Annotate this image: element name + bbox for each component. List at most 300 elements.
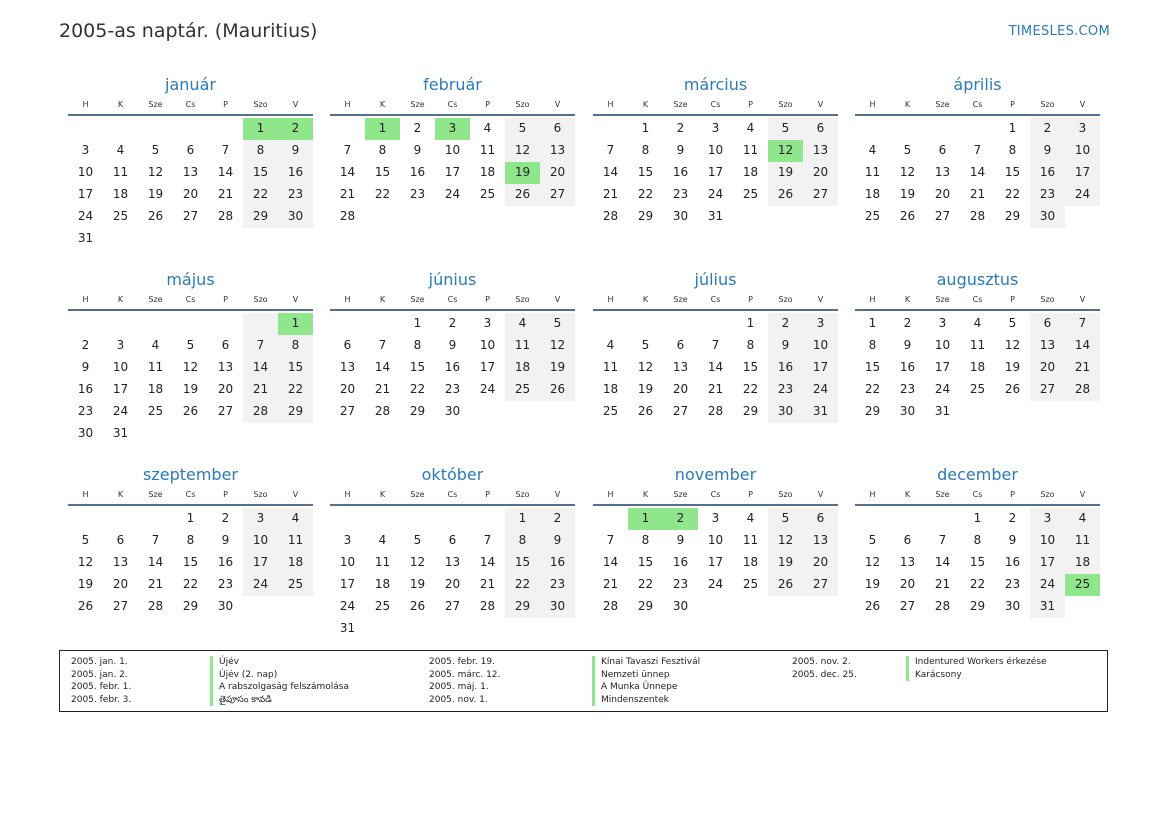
day-cell: 23 [672, 187, 689, 201]
day-cell: 9 [413, 143, 422, 157]
empty-cell [103, 118, 138, 140]
day-cell: 21 [339, 187, 356, 201]
day-cell: 28 [243, 401, 278, 423]
empty-cell [208, 313, 243, 335]
weekday-label: K [904, 100, 911, 109]
weekday-label: H [82, 295, 89, 304]
weekday-label: Szo [778, 100, 793, 109]
empty-cell [138, 508, 173, 530]
day-cell: 5 [413, 533, 422, 547]
day-cell: 20 [934, 187, 951, 201]
day-cell: 21 [243, 379, 278, 401]
day-cell: 5 [151, 143, 160, 157]
day-cell: 22 [637, 577, 654, 591]
day-cell: 10 [243, 530, 278, 552]
week-row [330, 401, 575, 423]
day-cell: 23 [899, 382, 916, 396]
week-row [330, 335, 575, 357]
day-cell: 15 [409, 360, 426, 374]
day-cell: 6 [221, 338, 230, 352]
empty-cell [628, 313, 663, 335]
day-cell: 4 [505, 313, 540, 335]
week-row [68, 508, 313, 530]
day-cell: 12 [147, 165, 164, 179]
week-row [593, 379, 838, 401]
day-cell: 4 [378, 533, 387, 547]
weekday-label: Szo [778, 295, 793, 304]
week-row [68, 162, 313, 184]
day-cell: 16 [899, 360, 916, 374]
day-cell: 26 [147, 209, 164, 223]
day-cell: 27 [112, 599, 129, 613]
day-cell: 17 [1065, 162, 1100, 184]
day-cell: 10 [339, 555, 356, 569]
day-cell: 19 [1004, 360, 1021, 374]
day-cell: 16 [672, 555, 689, 569]
day-cell: 23 [77, 404, 94, 418]
empty-cell [278, 596, 313, 618]
day-cell: 6 [343, 338, 352, 352]
week-row [68, 335, 313, 357]
weekday-label: Cs [185, 490, 196, 499]
weekday-label: V [1079, 100, 1086, 109]
day-cell: 28 [147, 599, 164, 613]
empty-cell [138, 228, 173, 250]
day-cell: 7 [343, 143, 352, 157]
empty-cell [435, 618, 470, 640]
day-cell: 29 [243, 206, 278, 228]
day-cell: 17 [803, 357, 838, 379]
day-cell: 6 [116, 533, 125, 547]
day-cell: 11 [505, 335, 540, 357]
month-calendar [68, 270, 313, 445]
calendar-grid [68, 75, 1102, 645]
day-cell: 29 [969, 599, 986, 613]
day-cell: 13 [339, 360, 356, 374]
day-cell: 17 [707, 165, 724, 179]
day-cell: 12 [540, 335, 575, 357]
empty-cell [68, 508, 103, 530]
day-cell: 28 [339, 209, 356, 223]
day-cell: 22 [374, 187, 391, 201]
day-cell: 28 [374, 404, 391, 418]
empty-cell [365, 313, 400, 335]
day-cell: 30 [278, 206, 313, 228]
day-cell: 31 [1030, 596, 1065, 618]
day-cell: 5 [641, 338, 650, 352]
day-cell: 13 [899, 555, 916, 569]
holiday-name: Nemzeti ünnep [592, 669, 700, 682]
day-cell: 30 [1030, 206, 1065, 228]
day-cell: 2 [448, 316, 457, 330]
day-cell: 27 [217, 404, 234, 418]
day-cell: 12 [409, 555, 426, 569]
day-cell: 26 [768, 574, 803, 596]
empty-cell [1030, 401, 1065, 423]
day-cell: 18 [602, 382, 619, 396]
day-cell: 17 [243, 552, 278, 574]
week-row [855, 574, 1100, 596]
day-cell: 27 [672, 404, 689, 418]
holiday-day-cell: 1 [628, 508, 663, 530]
day-cell: 13 [112, 555, 129, 569]
weekday-label: Szo [253, 490, 268, 499]
week-row [68, 184, 313, 206]
day-cell: 23 [1004, 577, 1021, 591]
week-row [593, 118, 838, 140]
day-cell: 6 [186, 143, 195, 157]
day-cell: 21 [934, 577, 951, 591]
day-cell: 9 [540, 530, 575, 552]
month-calendar [593, 465, 838, 618]
day-cell: 7 [606, 533, 615, 547]
empty-cell [768, 596, 803, 618]
day-cell: 14 [339, 165, 356, 179]
month-calendar [330, 75, 575, 228]
day-cell: 10 [707, 533, 724, 547]
weekday-label: H [82, 100, 89, 109]
day-cell: 3 [938, 316, 947, 330]
page-title: 2005-as naptár. (Mauritius) [59, 20, 318, 42]
day-cell: 9 [676, 533, 685, 547]
week-row [330, 357, 575, 379]
day-cell: 29 [409, 404, 426, 418]
month-calendar [330, 465, 575, 640]
weekday-label: K [379, 295, 386, 304]
day-cell: 10 [444, 143, 461, 157]
day-cell: 28 [602, 599, 619, 613]
month-name: december [937, 465, 1018, 484]
day-cell: 2 [1030, 118, 1065, 140]
week-row [68, 228, 313, 250]
day-cell: 1 [186, 511, 195, 525]
weekday-label: K [117, 295, 124, 304]
day-cell: 2 [413, 121, 422, 135]
weekday-label: V [292, 490, 299, 499]
day-cell: 1 [746, 316, 755, 330]
day-cell: 24 [934, 382, 951, 396]
day-cell: 13 [672, 360, 689, 374]
empty-cell [103, 313, 138, 335]
day-cell: 22 [637, 187, 654, 201]
day-cell: 18 [1065, 552, 1100, 574]
day-cell: 5 [903, 143, 912, 157]
day-cell: 7 [243, 335, 278, 357]
weekday-label: Sze [935, 490, 950, 499]
holiday-date: 2005. nov. 2. [792, 657, 851, 667]
empty-cell [435, 206, 470, 228]
day-cell: 17 [1030, 552, 1065, 574]
day-cell: 18 [278, 552, 313, 574]
day-cell: 8 [505, 530, 540, 552]
day-cell: 5 [768, 118, 803, 140]
weekday-label: P [1010, 295, 1015, 304]
day-cell: 10 [1030, 530, 1065, 552]
day-cell: 24 [479, 382, 496, 396]
holiday-names-column [592, 656, 700, 706]
day-cell: 10 [479, 338, 496, 352]
empty-cell [173, 313, 208, 335]
day-cell: 1 [413, 316, 422, 330]
day-cell: 8 [973, 533, 982, 547]
day-cell: 18 [864, 187, 881, 201]
week-row [330, 530, 575, 552]
day-cell: 19 [147, 187, 164, 201]
day-cell: 9 [903, 338, 912, 352]
day-cell: 21 [374, 382, 391, 396]
empty-cell [1065, 401, 1100, 423]
day-cell: 28 [934, 599, 951, 613]
day-cell: 5 [505, 118, 540, 140]
empty-cell [278, 423, 313, 445]
weekday-label: Sze [410, 100, 425, 109]
day-cell: 15 [969, 555, 986, 569]
weekday-label: Cs [710, 490, 721, 499]
weekday-label: V [817, 490, 824, 499]
day-cell: 27 [803, 574, 838, 596]
day-cell: 15 [637, 555, 654, 569]
month-name: január [165, 75, 216, 94]
day-cell: 22 [969, 577, 986, 591]
day-cell: 30 [899, 404, 916, 418]
month-name: március [683, 75, 748, 94]
empty-cell [505, 618, 540, 640]
day-cell: 23 [540, 574, 575, 596]
brand-link[interactable]: TIMESLES.COM [1008, 24, 1110, 39]
day-cell: 25 [147, 404, 164, 418]
day-cell: 11 [864, 165, 881, 179]
week-row [68, 552, 313, 574]
empty-cell [960, 401, 995, 423]
holiday-legend [59, 650, 1108, 712]
day-cell: 11 [602, 360, 619, 374]
day-cell: 16 [278, 162, 313, 184]
empty-cell [855, 118, 890, 140]
day-cell: 16 [217, 555, 234, 569]
weekday-label: Szo [253, 295, 268, 304]
week-row [330, 552, 575, 574]
day-cell: 30 [444, 404, 461, 418]
empty-cell [855, 508, 890, 530]
holiday-date: 2005. febr. 3. [71, 694, 132, 705]
empty-cell [803, 206, 838, 228]
holiday-date: 2005. febr. 19. [429, 657, 495, 667]
day-cell: 4 [151, 338, 160, 352]
weekday-label: Cs [447, 295, 458, 304]
day-cell: 24 [243, 574, 278, 596]
weekday-label: Cs [447, 100, 458, 109]
empty-cell [540, 401, 575, 423]
weekday-label: Cs [972, 295, 983, 304]
day-cell: 13 [182, 165, 199, 179]
day-cell: 4 [1065, 508, 1100, 530]
day-cell: 20 [182, 187, 199, 201]
weekday-header [68, 489, 313, 506]
month-name: április [953, 75, 1002, 94]
weekday-label: Sze [673, 490, 688, 499]
day-cell: 3 [1065, 118, 1100, 140]
weekday-label: Szo [515, 490, 530, 499]
day-cell: 11 [742, 143, 759, 157]
day-cell: 3 [483, 316, 492, 330]
week-row [855, 508, 1100, 530]
day-cell: 25 [864, 209, 881, 223]
day-cell: 31 [707, 209, 724, 223]
week-row [68, 596, 313, 618]
day-cell: 29 [182, 599, 199, 613]
empty-cell [173, 118, 208, 140]
day-cell: 14 [934, 555, 951, 569]
day-cell: 11 [147, 360, 164, 374]
empty-cell [243, 423, 278, 445]
day-cell: 31 [112, 426, 129, 440]
day-cell: 26 [899, 209, 916, 223]
holiday-name: A rabszolgaság felszámolása [210, 681, 349, 694]
empty-cell [1065, 206, 1100, 228]
weekday-header [855, 294, 1100, 311]
holiday-day-cell: 1 [278, 313, 313, 335]
day-cell: 2 [221, 511, 230, 525]
holiday-date: 2005. márc. 12. [429, 669, 501, 680]
day-cell: 26 [540, 379, 575, 401]
day-cell: 20 [217, 382, 234, 396]
day-cell: 29 [637, 209, 654, 223]
day-cell: 3 [243, 508, 278, 530]
day-cell: 7 [938, 533, 947, 547]
day-cell: 21 [707, 382, 724, 396]
day-cell: 14 [217, 165, 234, 179]
day-cell: 3 [1030, 508, 1065, 530]
day-cell: 29 [864, 404, 881, 418]
empty-cell [1065, 596, 1100, 618]
empty-cell [593, 118, 628, 140]
weekday-label: H [82, 490, 89, 499]
day-cell: 24 [1030, 574, 1065, 596]
weekday-header [593, 99, 838, 116]
day-cell: 23 [217, 577, 234, 591]
week-row [68, 423, 313, 445]
empty-cell [698, 596, 733, 618]
weekday-label: Szo [1040, 490, 1055, 499]
day-cell: 23 [768, 379, 803, 401]
week-row [855, 118, 1100, 140]
week-row [593, 574, 838, 596]
holiday-names-column [210, 656, 349, 706]
week-row [330, 618, 575, 640]
day-cell: 18 [479, 165, 496, 179]
day-cell: 2 [540, 508, 575, 530]
week-row [330, 379, 575, 401]
weekday-header [593, 294, 838, 311]
week-row [855, 530, 1100, 552]
day-cell: 26 [505, 184, 540, 206]
empty-cell [925, 508, 960, 530]
day-cell: 16 [672, 165, 689, 179]
weekday-label: Cs [185, 100, 196, 109]
day-cell: 14 [969, 165, 986, 179]
empty-cell [243, 228, 278, 250]
day-cell: 10 [77, 165, 94, 179]
day-cell: 25 [969, 382, 986, 396]
day-cell: 19 [409, 577, 426, 591]
weekday-label: P [223, 100, 228, 109]
week-row [68, 401, 313, 423]
week-row [593, 596, 838, 618]
day-cell: 17 [707, 555, 724, 569]
day-cell: 1 [973, 511, 982, 525]
month-calendar [593, 75, 838, 228]
day-cell: 22 [742, 382, 759, 396]
weekday-label: K [642, 100, 649, 109]
holiday-name: తైపూసం కావడి [210, 694, 349, 707]
month-calendar [68, 75, 313, 250]
week-row [330, 313, 575, 335]
day-cell: 9 [221, 533, 230, 547]
empty-cell [400, 508, 435, 530]
weekday-label: Cs [710, 295, 721, 304]
day-cell: 24 [707, 577, 724, 591]
holiday-day-cell: 2 [663, 508, 698, 530]
weekday-label: H [344, 490, 351, 499]
empty-cell [505, 401, 540, 423]
day-cell: 25 [742, 187, 759, 201]
day-cell: 16 [409, 165, 426, 179]
empty-cell [435, 508, 470, 530]
week-row [330, 140, 575, 162]
day-cell: 27 [899, 599, 916, 613]
day-cell: 25 [742, 577, 759, 591]
day-cell: 13 [803, 140, 838, 162]
weekday-header [330, 489, 575, 506]
month-calendar [855, 465, 1100, 618]
day-cell: 6 [540, 118, 575, 140]
week-row [68, 379, 313, 401]
day-cell: 20 [540, 162, 575, 184]
day-cell: 15 [864, 360, 881, 374]
day-cell: 4 [278, 508, 313, 530]
day-cell: 9 [448, 338, 457, 352]
weekday-label: Sze [410, 295, 425, 304]
weekday-label: Szo [1040, 295, 1055, 304]
day-cell: 16 [1004, 555, 1021, 569]
day-cell: 8 [746, 338, 755, 352]
day-cell: 9 [768, 335, 803, 357]
empty-cell [68, 313, 103, 335]
day-cell: 11 [479, 143, 496, 157]
day-cell: 4 [746, 511, 755, 525]
day-cell: 30 [672, 209, 689, 223]
weekday-label: V [554, 490, 561, 499]
day-cell: 3 [343, 533, 352, 547]
day-cell: 3 [711, 121, 720, 135]
day-cell: 20 [803, 162, 838, 184]
week-row [68, 313, 313, 335]
day-cell: 20 [339, 382, 356, 396]
holiday-day-cell: 3 [435, 118, 470, 140]
day-cell: 24 [339, 599, 356, 613]
day-cell: 26 [77, 599, 94, 613]
empty-cell [103, 228, 138, 250]
empty-cell [890, 118, 925, 140]
day-cell: 6 [676, 338, 685, 352]
day-cell: 8 [868, 338, 877, 352]
weekday-label: H [869, 490, 876, 499]
empty-cell [505, 206, 540, 228]
holiday-name: Karácsony [906, 669, 1047, 682]
day-cell: 18 [742, 165, 759, 179]
weekday-label: Szo [253, 100, 268, 109]
weekday-label: Szo [515, 295, 530, 304]
